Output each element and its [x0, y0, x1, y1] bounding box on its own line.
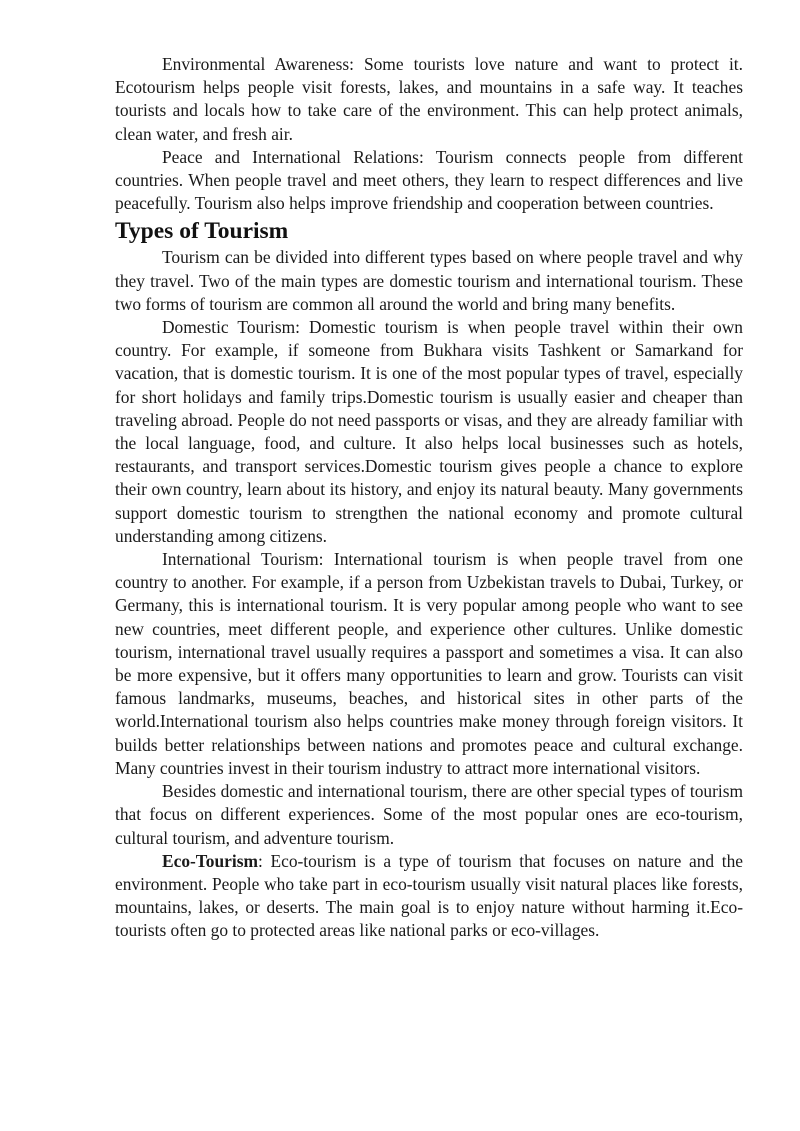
paragraph-international-tourism: International Tourism: International tourism is when people travel from one country to another. For example, if a person from Uzbekistan travels to Dubai, Turkey, or Germany, this is international tourism. It is very popular among people who want to see new countries, meet different people, and experience other cultures. Unlike domestic tourism, international travel usually requires a passport and sometimes a visa. It can also be more expensive, but it offers many opportunities to learn and grow. Tourists can visit famous landmarks, museums, beaches, and historical sites in other parts of the world.International tourism also helps countries make money through foreign visitors. It builds better relationships between nations and promotes peace and cultural exchange. Many countries invest in their tourism industry to attract more international visitors. [115, 549, 743, 778]
eco-tourism-text: : Eco-tourism is a type of tourism that focuses on nature and the environment. People who take part in eco-tourism usually visit natural places like forests, mountains, lakes, or deserts. The main goal is to enjoy nature without harming it.Eco-tourists often go to protected areas like national parks or eco-villages. [115, 850, 743, 941]
eco-tourism-term: Eco-Tourism [162, 850, 258, 871]
paragraph-other-types: Besides domestic and international tourism, there are other special types of tourism that focus on different experiences. Some of the most popular ones are eco-tourism, cultural tourism, and adventure tourism. [115, 781, 743, 848]
paragraph-domestic-tourism: Domestic Tourism: Domestic tourism is when people travel within their own country. For example, if someone from Bukhara visits Tashkent or Samarkand for vacation, that is domestic tourism. It is one of the most popular types of travel, especially for short holidays and family trips.Domestic tourism is usually easier and cheaper than traveling abroad. People do not need passports or visas, and they are already familiar with the local language, food, and culture. It also helps local businesses such as hotels, restaurants, and transport services.Domestic tourism gives people a chance to explore their own country, learn about its history, and enjoy its natural beauty. Many governments support domestic tourism to strengthen the national economy and promote cultural understanding among citizens. [115, 317, 743, 546]
section-heading: Types of Tourism [115, 218, 289, 245]
paragraph-environmental-awareness: Environmental Awareness: Some tourists love nature and want to protect it. Ecotourism helps people visit forests, lakes, and mountains in a safe way. It teaches tourists and locals how to take care of the environment. This can help protect animals, clean water, and fresh air. [115, 54, 743, 144]
paragraph-types-intro: Tourism can be divided into different types based on where people travel and why they travel. Two of the main types are domestic tourism and international tourism. These two forms of tourism are common all around the world and bring many benefits. [115, 247, 743, 314]
document-page [115, 53, 743, 943]
paragraph-eco-tourism [115, 850, 743, 943]
paragraph-peace-international-relations: Peace and International Relations: Tourism connects people from different countries. When people travel and meet others, they learn to respect differences and live peacefully. Tourism also helps improve friendship and cooperation between countries. [115, 146, 743, 214]
